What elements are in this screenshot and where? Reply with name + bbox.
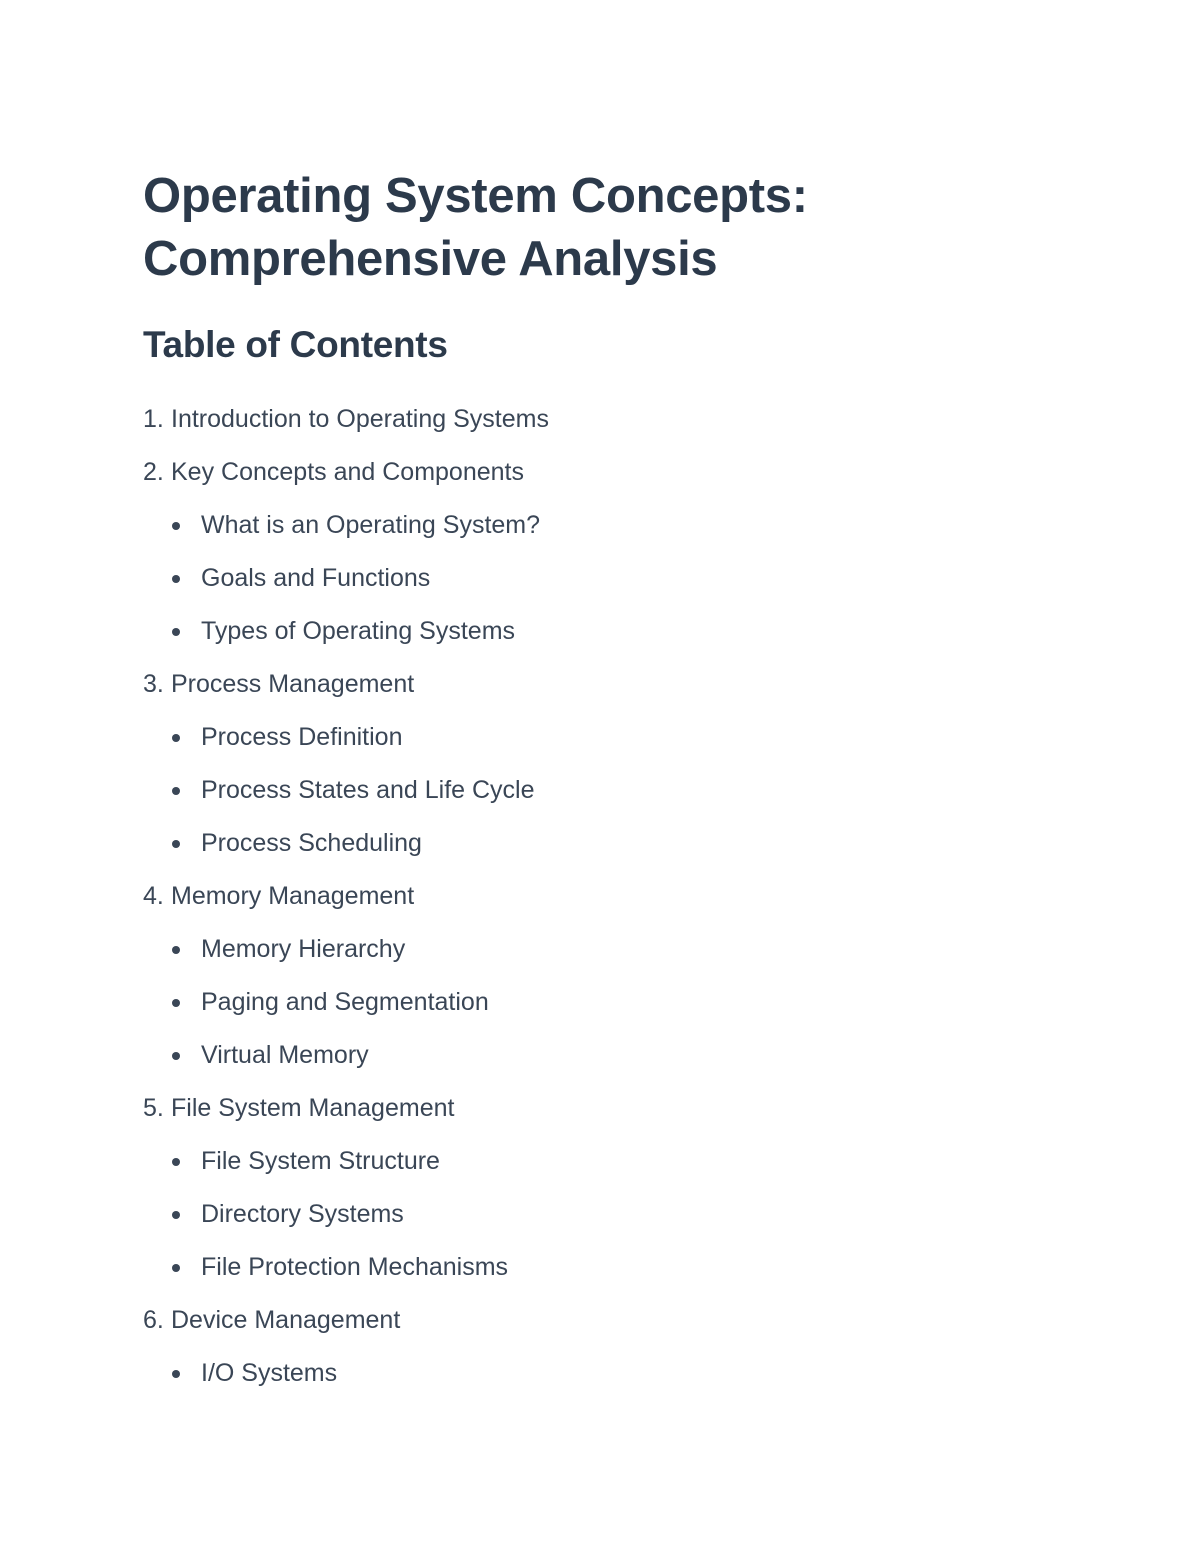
toc-subsection[interactable] bbox=[143, 1135, 1103, 1188]
toc-subsection[interactable] bbox=[143, 711, 1103, 764]
section-number: 1. bbox=[143, 405, 164, 433]
section-number: 2. bbox=[143, 458, 164, 486]
section-number: 4. bbox=[143, 882, 164, 910]
subsection-label: Goals and Functions bbox=[201, 564, 431, 592]
toc-subsection[interactable] bbox=[143, 817, 1103, 870]
toc-heading: Table of Contents bbox=[143, 324, 448, 365]
toc-subsection[interactable] bbox=[143, 1188, 1103, 1241]
table-of-contents bbox=[143, 393, 1103, 1400]
bullet-icon bbox=[172, 522, 180, 530]
toc-section[interactable] bbox=[143, 446, 1103, 499]
subsection-label: Types of Operating Systems bbox=[201, 617, 516, 645]
bullet-icon bbox=[172, 1370, 180, 1378]
toc-subsection[interactable] bbox=[143, 923, 1103, 976]
section-label: File System Management bbox=[171, 1094, 455, 1122]
bullet-icon bbox=[172, 946, 180, 954]
bullet-icon bbox=[172, 1052, 180, 1060]
toc-subsection[interactable] bbox=[143, 764, 1103, 817]
bullet-icon bbox=[172, 999, 180, 1007]
toc-subsection[interactable] bbox=[143, 1029, 1103, 1082]
toc-subsection[interactable] bbox=[143, 1347, 1103, 1400]
toc-section[interactable] bbox=[143, 1082, 1103, 1135]
subsection-label: File Protection Mechanisms bbox=[201, 1253, 509, 1281]
section-number: 6. bbox=[143, 1306, 164, 1334]
subsection-label: I/O Systems bbox=[201, 1359, 338, 1387]
subsection-label: Virtual Memory bbox=[201, 1041, 369, 1069]
subsection-label: Memory Hierarchy bbox=[201, 935, 406, 963]
section-label: Memory Management bbox=[171, 882, 415, 910]
bullet-icon bbox=[172, 1264, 180, 1272]
toc-subsection[interactable] bbox=[143, 552, 1103, 605]
toc-section[interactable] bbox=[143, 1294, 1103, 1347]
section-label: Introduction to Operating Systems bbox=[171, 405, 549, 433]
bullet-icon bbox=[172, 840, 180, 848]
subsection-label: Process States and Life Cycle bbox=[201, 776, 535, 804]
toc-subsection[interactable] bbox=[143, 605, 1103, 658]
subsection-label: File System Structure bbox=[201, 1147, 440, 1175]
section-number: 3. bbox=[143, 670, 164, 698]
toc-section[interactable] bbox=[143, 393, 1103, 446]
document-title bbox=[143, 165, 1103, 291]
subsection-label: What is an Operating System? bbox=[201, 511, 541, 539]
section-label: Process Management bbox=[171, 670, 415, 698]
toc-subsection[interactable] bbox=[143, 499, 1103, 552]
section-number: 5. bbox=[143, 1094, 164, 1122]
document-page bbox=[143, 165, 1103, 1400]
toc-subsection[interactable] bbox=[143, 1241, 1103, 1294]
toc-section[interactable] bbox=[143, 658, 1103, 711]
title-line-2: Comprehensive Analysis bbox=[143, 232, 718, 286]
subsection-label: Paging and Segmentation bbox=[201, 988, 489, 1016]
subsection-label: Directory Systems bbox=[201, 1200, 404, 1228]
toc-subsection[interactable] bbox=[143, 976, 1103, 1029]
title-line-1: Operating System Concepts: bbox=[143, 169, 808, 223]
subsection-label: Process Definition bbox=[201, 723, 403, 751]
bullet-icon bbox=[172, 1158, 180, 1166]
bullet-icon bbox=[172, 1211, 180, 1219]
bullet-icon bbox=[172, 787, 180, 795]
bullet-icon bbox=[172, 575, 180, 583]
section-label: Device Management bbox=[171, 1306, 401, 1334]
subsection-label: Process Scheduling bbox=[201, 829, 422, 857]
toc-section[interactable] bbox=[143, 870, 1103, 923]
bullet-icon bbox=[172, 734, 180, 742]
section-label: Key Concepts and Components bbox=[171, 458, 524, 486]
bullet-icon bbox=[172, 628, 180, 636]
